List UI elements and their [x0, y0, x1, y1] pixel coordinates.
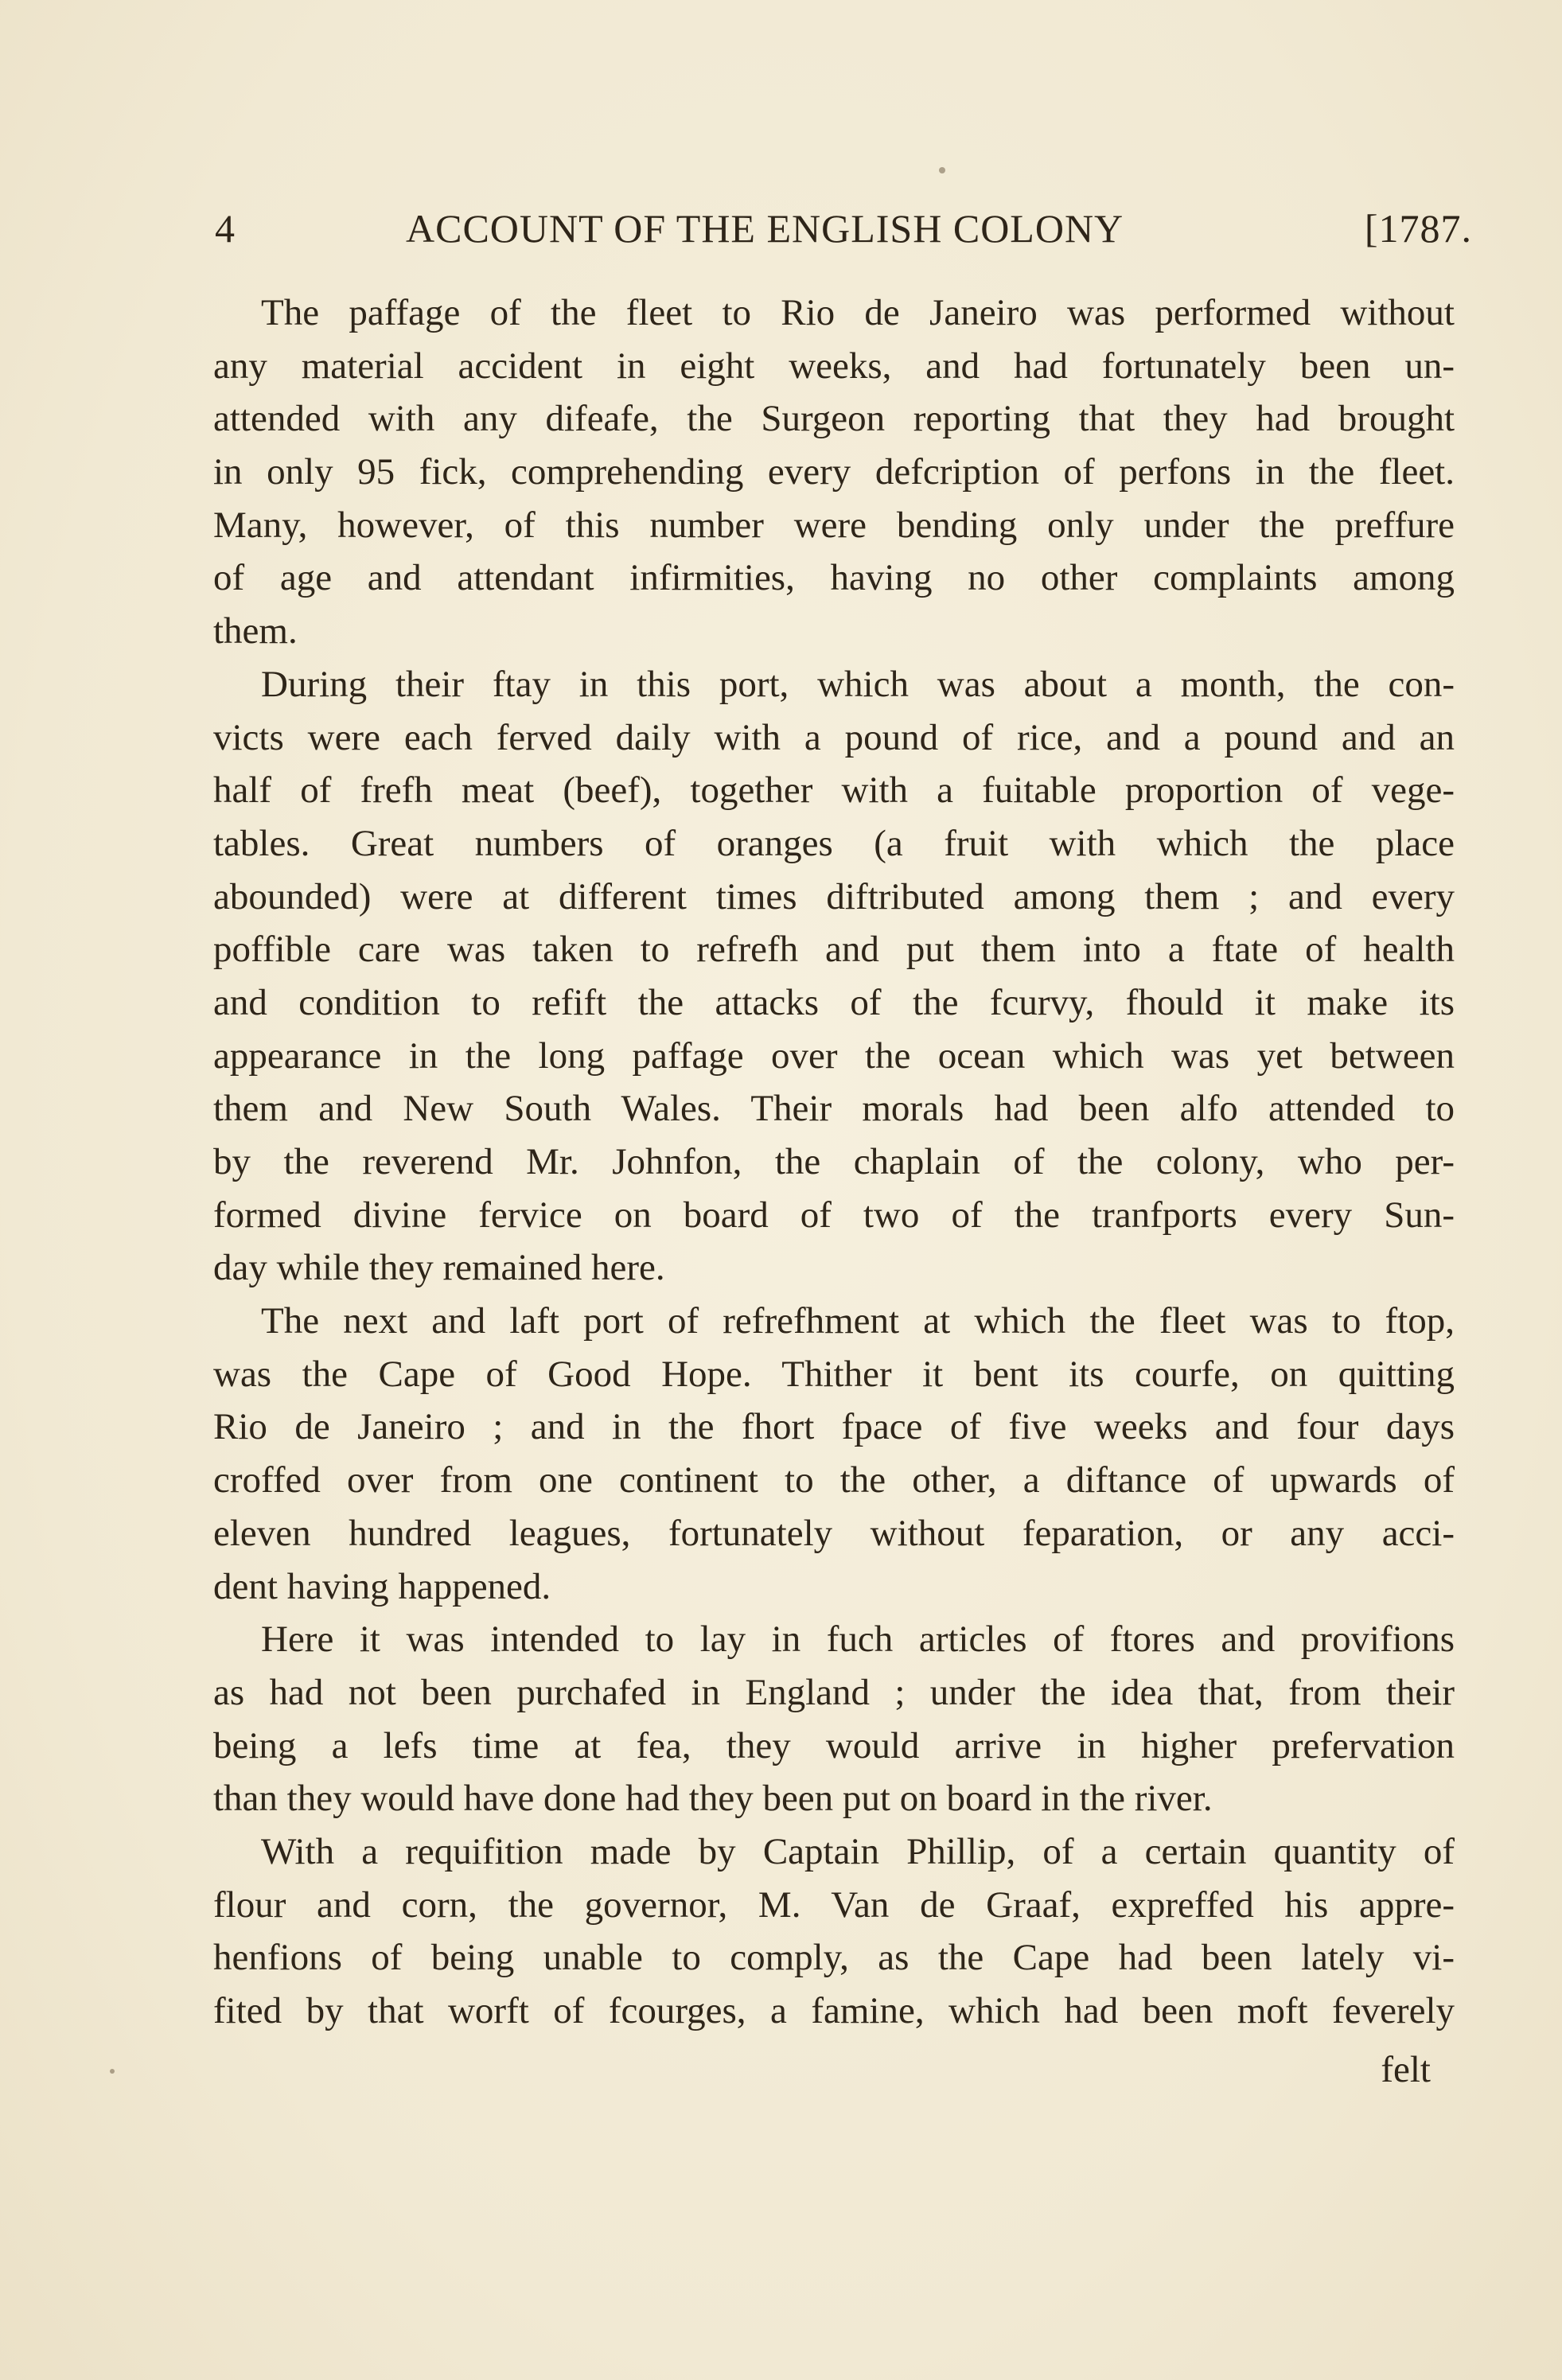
text-line: them and New South Wales. Their morals had been alfo attended to	[213, 1088, 1455, 1130]
text-line: The next and laft port of refrefhment at which the fleet was to ftop,	[261, 1300, 1455, 1342]
text-line: them.	[213, 610, 298, 652]
text-line: Many, however, of this number were bending only under the preffure	[213, 504, 1455, 546]
text-line: appearance in the long paffage over the ocean which was yet between	[213, 1034, 1455, 1077]
text-line: tables. Great numbers of oranges (a fruit with which the place	[213, 822, 1455, 864]
running-title: ACCOUNT OF THE ENGLISH COLONY	[406, 206, 1124, 251]
page-number: 4	[215, 206, 236, 251]
text-line: formed divine fervice on board of two of the tranfports every Sun-	[213, 1194, 1455, 1236]
text-line: any material accident in eight weeks, and had fortunately been un-	[213, 345, 1455, 387]
text-line: day while they remained here.	[213, 1247, 665, 1289]
catchword: felt	[1381, 2049, 1431, 2090]
text-line: than they would have done had they been put on board in the river.	[213, 1778, 1213, 1820]
text-line: abounded) were at different times diftributed among them ; and every	[213, 875, 1455, 917]
text-line: poffible care was taken to refrefh and put them into a ftate of health	[213, 929, 1455, 971]
body-text	[213, 286, 1455, 2038]
text-line: eleven hundred leagues, fortunately without feparation, or any acci-	[213, 1512, 1455, 1554]
running-year: [1787.	[1364, 206, 1472, 251]
text-line: of age and attendant infirmities, having no other complaints among	[213, 557, 1455, 599]
text-line: and condition to refift the attacks of the fcurvy, fhould it make its	[213, 981, 1455, 1023]
ink-fleck	[110, 2069, 115, 2074]
text-line: by the reverend Mr. Johnfon, the chaplain of the colony, who per-	[213, 1141, 1455, 1182]
text-line: Here it was intended to lay in fuch articles of ftores and provifions	[261, 1618, 1455, 1661]
text-line: being a lefs time at fea, they would arrive in higher prefervation	[213, 1724, 1455, 1766]
running-head	[215, 205, 1472, 261]
text-line: Rio de Janeiro ; and in the fhort fpace of five weeks and four days	[213, 1406, 1455, 1448]
text-line: henfions of being unable to comply, as the Cape had been lately vi-	[213, 1937, 1455, 1979]
text-line: fited by that worft of fcourges, a famine, which had been moft feverely	[213, 1990, 1455, 2031]
text-line: half of frefh meat (beef), together with a fuitable proportion of vege-	[213, 769, 1455, 812]
text-line: in only 95 fick, comprehending every defcription of perfons in the fleet.	[213, 451, 1455, 493]
text-line: During their ftay in this port, which was about a month, the con-	[261, 663, 1455, 705]
text-line: With a requifition made by Captain Phillip, of a certain quantity of	[261, 1830, 1455, 1872]
text-line: croffed over from one continent to the other, a diftance of upwards of	[213, 1459, 1455, 1502]
text-line: attended with any difeafe, the Surgeon reporting that they had brought	[213, 398, 1455, 440]
text-line: was the Cape of Good Hope. Thither it bent its courfe, on quitting	[213, 1353, 1455, 1395]
text-line: The paffage of the fleet to Rio de Janeiro was performed without	[261, 292, 1455, 333]
text-line: flour and corn, the governor, M. Van de Graaf, expreffed his appre-	[213, 1883, 1455, 1926]
ink-fleck	[939, 167, 945, 173]
text-line: dent having happened.	[213, 1565, 551, 1607]
text-line: victs were each ferved daily with a pound of rice, and a pound and an	[213, 716, 1455, 758]
text-line: as had not been purchafed in England ; under the idea that, from their	[213, 1671, 1455, 1713]
